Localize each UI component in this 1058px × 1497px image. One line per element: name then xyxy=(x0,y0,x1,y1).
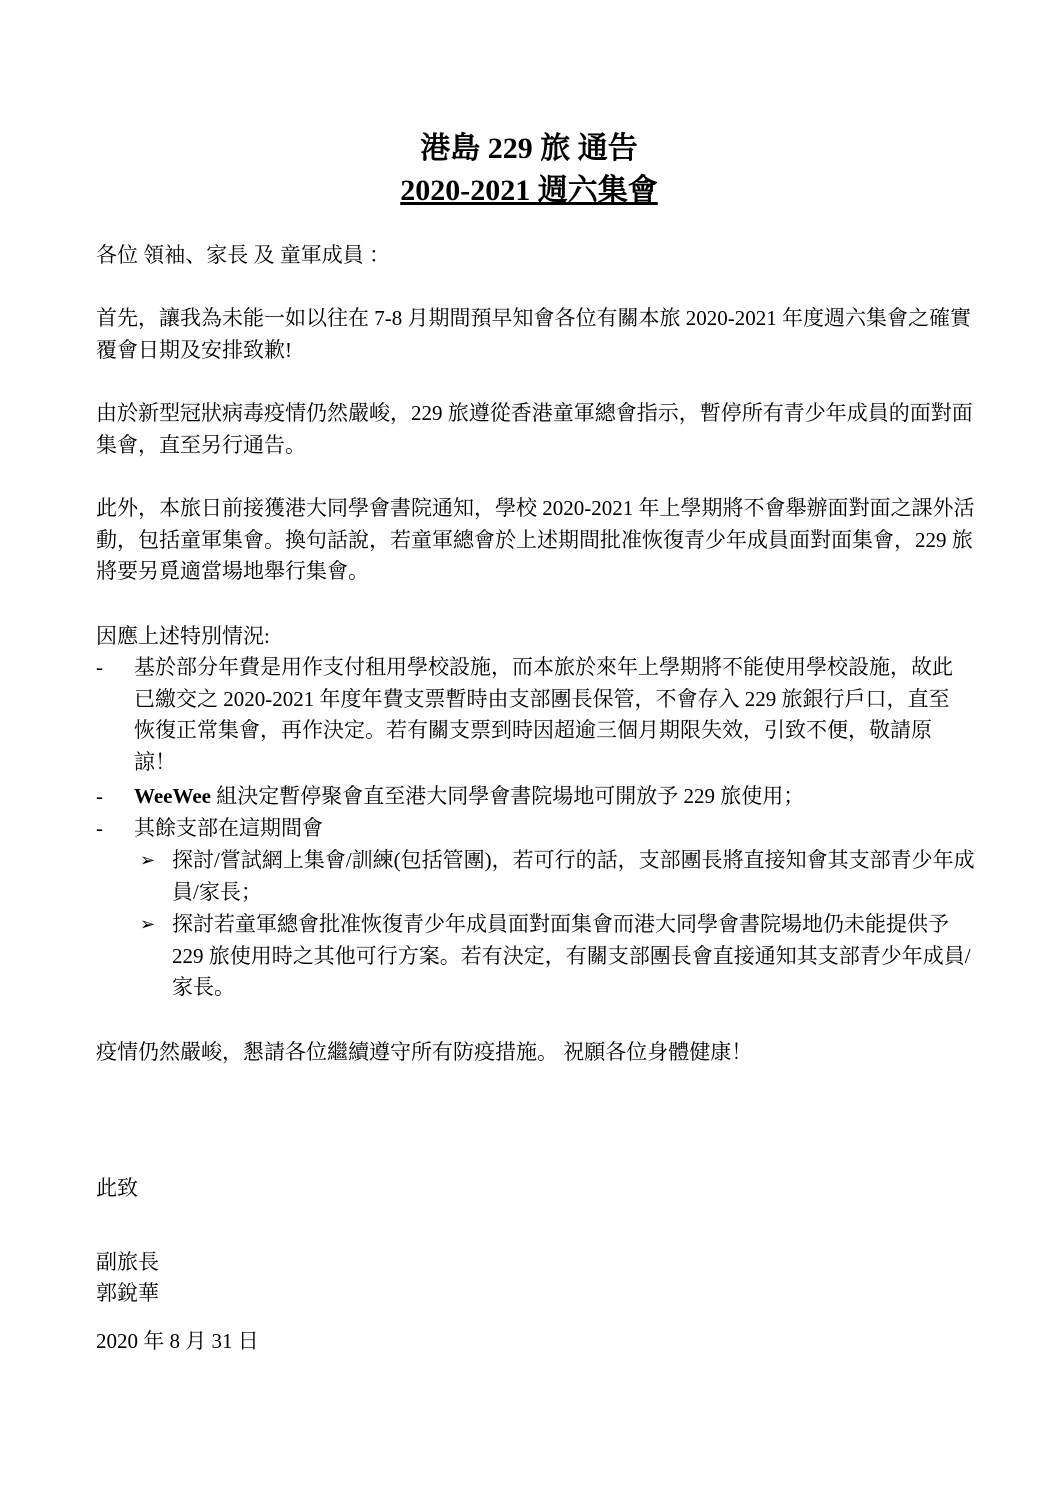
list-item-other-sections-text: 其餘支部在這期間會 xyxy=(134,816,323,840)
dash-bullet: - xyxy=(96,784,103,808)
list-item-fees xyxy=(96,652,976,780)
sub-item-online-meetings-text: 探討/嘗試網上集會/訓練(包括管團)，若可行的話，支部團長將直接知會其支部青少年成員/家長； xyxy=(172,848,975,904)
weewee-rest: 組決定暫停聚會直至港大同學會書院場地可開放予 229 旅使用； xyxy=(210,784,805,808)
signer-name: 郭銳華 xyxy=(96,1281,159,1305)
weewee-label: WeeWee xyxy=(134,784,211,808)
title-line-1: 港島 229 旅 通告 xyxy=(420,132,638,165)
closing-regards: 此致 xyxy=(96,1176,138,1200)
paragraph-apology: 首先，讓我為未能一如以往在 7-8 月期間預早知會各位有關本旅 2020-2021 年度週六集會之確實覆會日期及安排致歉! xyxy=(96,306,971,362)
sub-item-alternative-plans xyxy=(140,909,976,1005)
list-item-weewee xyxy=(96,781,976,813)
list-item-fees-text: 基於部分年費是用作支付租用學校設施，而本旅於來年上學期將不能使用學校設施，故此已繳交之 2020-2021 年度年費支票暫時由支部團長保管，不會存入 229 旅銀行戶口，直至恢復正常集會，再作決定。若有關支票到時因超逾三個月期限失效，引致不便，敬請原諒！ xyxy=(134,655,953,774)
paragraph-special-arrangement: 因應上述特別情況: xyxy=(96,624,270,648)
salutation: 各位 領袖、家長 及 童軍成員 ： xyxy=(96,243,390,267)
paragraph-school-notice: 此外，本旅日前接獲港大同學會書院通知，學校 2020-2021 年上學期將不會舉辦面對面之課外活動，包括童軍集會。換句話說，若童軍總會於上述期間批准恢復青少年成員面對面集會，229 旅將要另覓適當場地舉行集會。 xyxy=(96,496,975,583)
dash-bullet: - xyxy=(96,816,103,840)
notice-title xyxy=(0,128,1058,212)
sub-item-alternative-plans-text: 探討若童軍總會批准恢復青少年成員面對面集會而港大同學會書院場地仍未能提供予 229 旅使用時之其他可行方案。若有決定，有關支部團長會直接通知其支部青少年成員/家長。 xyxy=(172,912,971,999)
notice-date: 2020 年 8 月 31 日 xyxy=(96,1329,259,1353)
list-item-weewee-text xyxy=(134,781,970,813)
arrow-bullet-icon: ➢ xyxy=(140,850,156,870)
signer-position: 副旅長 xyxy=(96,1250,159,1274)
title-line-2: 2020-2021 週六集會 xyxy=(400,174,658,207)
arrow-bullet-icon: ➢ xyxy=(140,914,156,934)
dash-bullet: - xyxy=(96,655,103,679)
list-item-other-sections xyxy=(96,813,976,845)
paragraph-suspension: 由於新型冠狀病毒疫情仍然嚴峻，229 旅遵從香港童軍總會指示，暫停所有青少年成員的面對面集會，直至另行通告。 xyxy=(96,401,973,457)
closing-wish: 疫情仍然嚴峻，懇請各位繼續遵守所有防疫措施。 祝願各位身體健康！ xyxy=(96,1040,753,1064)
sub-item-online-meetings xyxy=(140,845,976,909)
